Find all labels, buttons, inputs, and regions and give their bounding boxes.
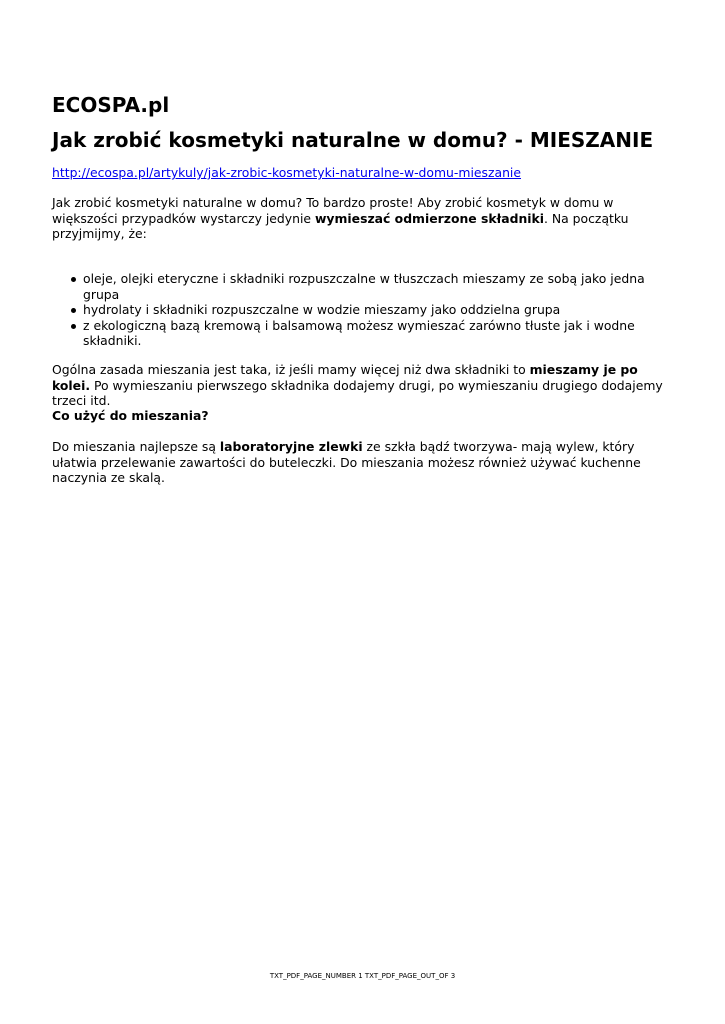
mixing-rule-paragraph: [52, 362, 680, 409]
intro-paragraph: [52, 195, 652, 242]
bullet-icon: [71, 277, 76, 282]
list-item-text: oleje, olejki eteryczne i składniki rozpuszczalne w tłuszczach mieszamy ze sobą jako jedna grupa: [83, 271, 645, 302]
intro-text-1: Jak zrobić kosmetyki naturalne w domu? To bardzo proste! Aby zrobić kosmetyk w domu w większości przypadków wystarczy jedynie: [52, 195, 614, 226]
tools-heading: Co użyć do mieszania?: [52, 408, 209, 423]
intro-text-2: . Na początku przyjmijmy, że:: [52, 210, 629, 241]
tools-text-1: Do mieszania najlepsze są: [52, 439, 220, 454]
source-link[interactable]: http://ecospa.pl/artykuly/jak-zrobic-kosmetyki-naturalne-w-domu-mieszanie: [52, 165, 521, 180]
tools-paragraph: [52, 439, 680, 486]
list-item: [52, 302, 653, 318]
intro-bold-text: wymieszać odmierzone składniki: [314, 210, 544, 226]
page-footer: TXT_PDF_PAGE_NUMBER 1 TXT_PDF_PAGE_OUT_OF 3: [269, 972, 456, 980]
tools-text-2: ze szkła bądź tworzywa- mają wylew, który ułatwia przelewanie zawartości do buteleczki. Do mieszania możesz również używać kuchenne naczynia ze skalą.: [52, 439, 641, 485]
bullet-icon: [71, 308, 76, 313]
article-title: Jak zrobić kosmetyki naturalne w domu? - MIESZANIE: [52, 128, 654, 152]
site-title: ECOSPA.pl: [52, 93, 170, 117]
list-item-text: z ekologiczną bazą kremową i balsamową możesz wymieszać zarówno tłuste jak i wodne składniki.: [83, 317, 635, 348]
bullet-icon: [71, 324, 76, 329]
tools-bold-text: laboratoryjne zlewki: [219, 439, 363, 454]
rule-text-2: Po wymieszaniu pierwszego składnika dodajemy drugi, po wymieszaniu drugiego dodajemy trzeci itd.: [52, 377, 663, 408]
rule-bold-text: mieszamy je po kolei.: [52, 362, 638, 393]
list-item-text: hydrolaty i składniki rozpuszczalne w wodzie mieszamy jako oddzielna grupa: [83, 302, 561, 317]
ingredient-list: [52, 271, 680, 349]
list-item: [52, 318, 653, 349]
rule-text-1: Ogólna zasada mieszania jest taka, iż jeśli mamy więcej niż dwa składniki to: [52, 362, 530, 377]
list-item: [52, 271, 653, 302]
